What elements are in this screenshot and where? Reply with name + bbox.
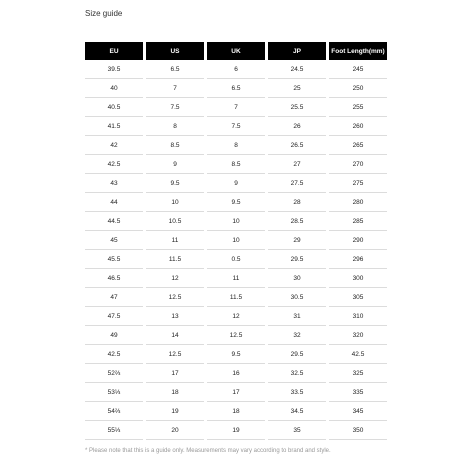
cell-eu: 43 (85, 175, 143, 193)
cell-us: 19 (146, 403, 204, 421)
cell-uk: 6 (207, 61, 265, 79)
table-row (85, 251, 387, 269)
cell-uk: 6.5 (207, 80, 265, 98)
cell-jp: 28 (268, 194, 326, 212)
cell-us: 8.5 (146, 137, 204, 155)
cell-uk: 12.5 (207, 327, 265, 345)
cell-jp: 34.5 (268, 403, 326, 421)
column-header-uk: UK (207, 42, 265, 60)
cell-us: 9.5 (146, 175, 204, 193)
cell-uk: 18 (207, 403, 265, 421)
cell-us: 13 (146, 308, 204, 326)
cell-eu: 55⅓ (85, 422, 143, 440)
cell-uk: 9 (207, 175, 265, 193)
cell-jp: 31 (268, 308, 326, 326)
table-row (85, 403, 387, 421)
cell-uk: 7.5 (207, 118, 265, 136)
page-title: Size guide (85, 9, 123, 18)
cell-jp: 35 (268, 422, 326, 440)
cell-eu: 42.5 (85, 346, 143, 364)
table-row (85, 137, 387, 155)
cell-eu: 45.5 (85, 251, 143, 269)
cell-jp: 25.5 (268, 99, 326, 117)
cell-uk: 10 (207, 213, 265, 231)
cell-foot-length: 245 (329, 61, 387, 79)
cell-us: 8 (146, 118, 204, 136)
table-row (85, 308, 387, 326)
cell-foot-length: 296 (329, 251, 387, 269)
cell-jp: 27 (268, 156, 326, 174)
cell-us: 7.5 (146, 99, 204, 117)
cell-uk: 10 (207, 232, 265, 250)
cell-foot-length: 42.5 (329, 346, 387, 364)
cell-eu: 45 (85, 232, 143, 250)
cell-foot-length: 300 (329, 270, 387, 288)
column-header-jp: JP (268, 42, 326, 60)
cell-foot-length: 265 (329, 137, 387, 155)
cell-eu: 42 (85, 137, 143, 155)
table-row (85, 289, 387, 307)
cell-jp: 24.5 (268, 61, 326, 79)
cell-eu: 47.5 (85, 308, 143, 326)
table-row (85, 384, 387, 402)
cell-jp: 29.5 (268, 251, 326, 269)
table-row (85, 99, 387, 117)
table-header-row (85, 42, 387, 60)
table-row (85, 156, 387, 174)
cell-eu: 53⅓ (85, 384, 143, 402)
cell-us: 11 (146, 232, 204, 250)
size-table (85, 42, 387, 441)
cell-foot-length: 275 (329, 175, 387, 193)
cell-us: 7 (146, 80, 204, 98)
table-row (85, 232, 387, 250)
table-row (85, 346, 387, 364)
cell-jp: 29.5 (268, 346, 326, 364)
cell-foot-length: 260 (329, 118, 387, 136)
cell-us: 20 (146, 422, 204, 440)
cell-jp: 30.5 (268, 289, 326, 307)
table-row (85, 194, 387, 212)
cell-foot-length: 305 (329, 289, 387, 307)
table-row (85, 175, 387, 193)
cell-uk: 11.5 (207, 289, 265, 307)
table-row (85, 327, 387, 345)
cell-eu: 52⅔ (85, 365, 143, 383)
cell-us: 14 (146, 327, 204, 345)
cell-us: 17 (146, 365, 204, 383)
cell-uk: 9.5 (207, 346, 265, 364)
cell-jp: 26 (268, 118, 326, 136)
cell-jp: 27.5 (268, 175, 326, 193)
cell-eu: 41.5 (85, 118, 143, 136)
cell-foot-length: 290 (329, 232, 387, 250)
cell-eu: 44.5 (85, 213, 143, 231)
cell-foot-length: 270 (329, 156, 387, 174)
cell-foot-length: 285 (329, 213, 387, 231)
cell-jp: 25 (268, 80, 326, 98)
cell-foot-length: 345 (329, 403, 387, 421)
cell-jp: 29 (268, 232, 326, 250)
table-row (85, 422, 387, 440)
cell-foot-length: 255 (329, 99, 387, 117)
table-row (85, 270, 387, 288)
cell-uk: 7 (207, 99, 265, 117)
cell-uk: 11 (207, 270, 265, 288)
column-header-us: US (146, 42, 204, 60)
cell-jp: 28.5 (268, 213, 326, 231)
cell-us: 9 (146, 156, 204, 174)
cell-jp: 32.5 (268, 365, 326, 383)
column-header-foot-length: Foot Length(mm) (329, 42, 387, 60)
cell-eu: 46.5 (85, 270, 143, 288)
cell-eu: 54⅔ (85, 403, 143, 421)
cell-uk: 8.5 (207, 156, 265, 174)
cell-foot-length: 320 (329, 327, 387, 345)
cell-us: 10 (146, 194, 204, 212)
table-row (85, 213, 387, 231)
table-row (85, 118, 387, 136)
cell-foot-length: 325 (329, 365, 387, 383)
cell-jp: 30 (268, 270, 326, 288)
cell-us: 18 (146, 384, 204, 402)
cell-foot-length: 280 (329, 194, 387, 212)
column-header-eu: EU (85, 42, 143, 60)
cell-foot-length: 310 (329, 308, 387, 326)
cell-eu: 49 (85, 327, 143, 345)
cell-us: 6.5 (146, 61, 204, 79)
cell-eu: 44 (85, 194, 143, 212)
table-row (85, 365, 387, 383)
cell-us: 12.5 (146, 289, 204, 307)
cell-uk: 12 (207, 308, 265, 326)
cell-us: 10.5 (146, 213, 204, 231)
cell-uk: 19 (207, 422, 265, 440)
cell-uk: 0.5 (207, 251, 265, 269)
cell-foot-length: 335 (329, 384, 387, 402)
disclaimer-note: * Please note that this is a guide only. Measurements may vary according to brand and style. (85, 448, 331, 454)
cell-jp: 26.5 (268, 137, 326, 155)
cell-jp: 33.5 (268, 384, 326, 402)
cell-eu: 39.5 (85, 61, 143, 79)
cell-foot-length: 350 (329, 422, 387, 440)
cell-uk: 17 (207, 384, 265, 402)
cell-uk: 9.5 (207, 194, 265, 212)
cell-us: 11.5 (146, 251, 204, 269)
cell-eu: 40.5 (85, 99, 143, 117)
cell-uk: 16 (207, 365, 265, 383)
cell-eu: 40 (85, 80, 143, 98)
cell-us: 12.5 (146, 346, 204, 364)
cell-jp: 32 (268, 327, 326, 345)
cell-eu: 42.5 (85, 156, 143, 174)
cell-eu: 47 (85, 289, 143, 307)
table-row (85, 80, 387, 98)
table-row (85, 61, 387, 79)
cell-us: 12 (146, 270, 204, 288)
cell-uk: 8 (207, 137, 265, 155)
cell-foot-length: 250 (329, 80, 387, 98)
